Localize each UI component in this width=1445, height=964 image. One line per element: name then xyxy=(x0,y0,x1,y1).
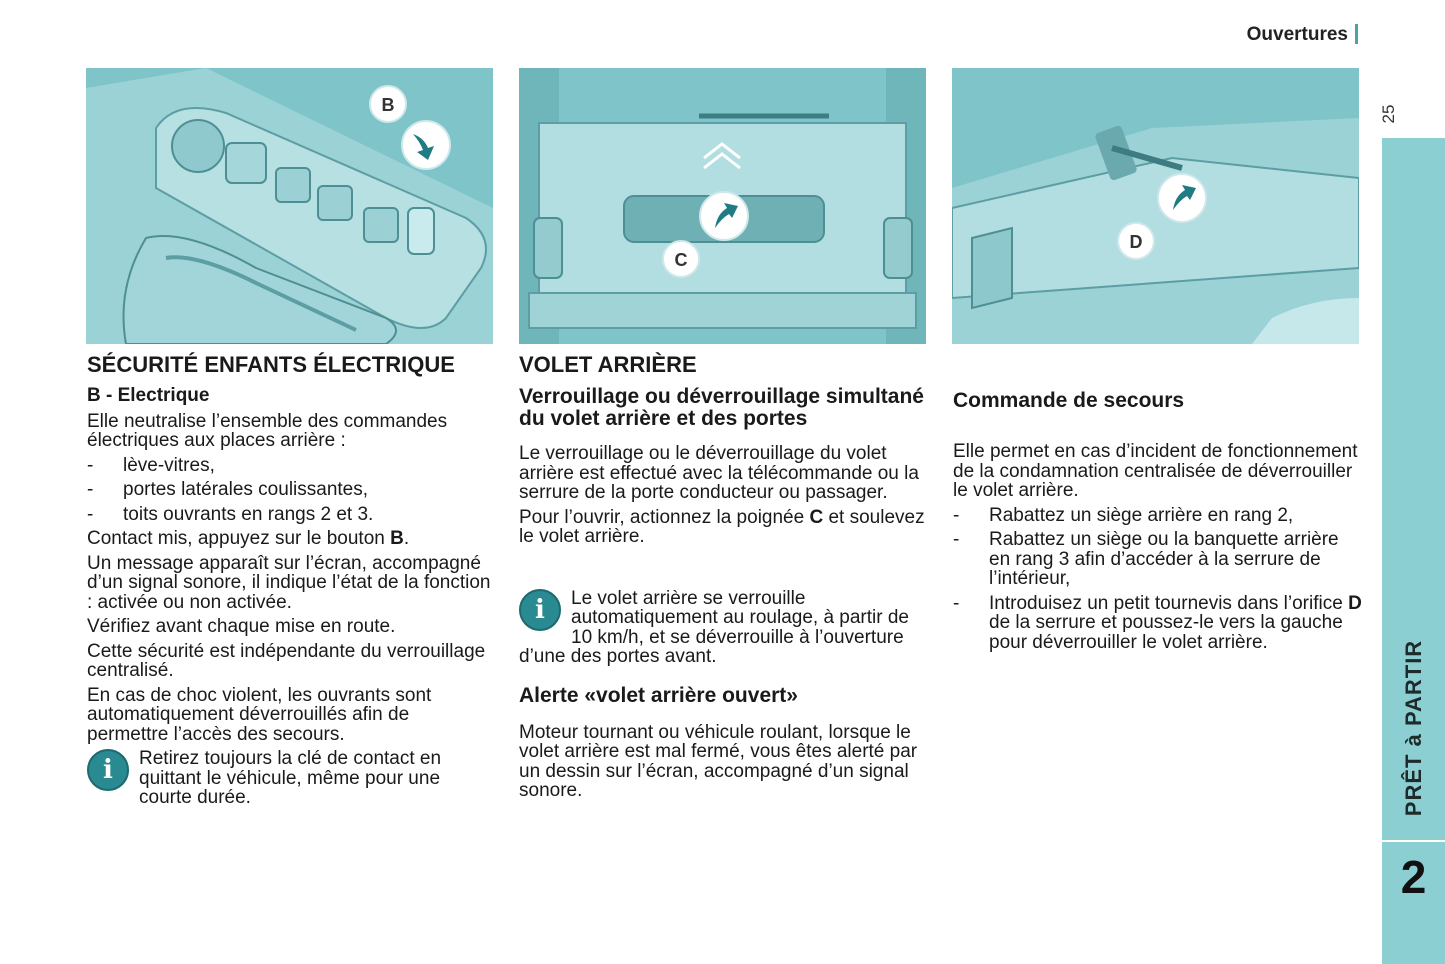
emergency-lock-illustration xyxy=(952,68,1359,344)
list-item: - lève-vitres, xyxy=(87,456,495,476)
info-note xyxy=(519,589,927,667)
column-child-safety xyxy=(87,352,495,808)
column-emergency xyxy=(953,390,1363,657)
list-item: - toits ouvrants en rangs 2 et 3. xyxy=(87,505,495,525)
tailgate-title: VOLET ARRIÈRE xyxy=(519,352,697,377)
verify-paragraph: Vérifiez avant chaque mise en route. xyxy=(87,616,396,637)
info-icon: i xyxy=(87,749,129,791)
chapter-tab-label: PRÊT à PARTIR xyxy=(1400,639,1426,816)
lock-paragraph: Le verrouillage ou le déverrouillage du volet arrière est effectué avec la télécommande ou la serrure de la porte conducteur ou passager. xyxy=(519,443,919,503)
header-rule xyxy=(1355,24,1358,44)
list-item: - Introduisez un petit tournevis dans l’orifice D de la serrure et poussez-le vers la gauche pour déverrouiller le volet arrière. xyxy=(953,594,1363,653)
open-paragraph: Pour l’ouvrir, actionnez la poignée C et soulevez le volet arrière. xyxy=(519,506,925,547)
list-item: - Rabattez un siège ou la banquette arrière en rang 3 afin d’accéder à la serrure de l’intérieur, xyxy=(953,530,1363,589)
list-item: - portes latérales coulissantes, xyxy=(87,480,495,500)
child-safety-title: SÉCURITÉ ENFANTS ÉLECTRIQUE xyxy=(87,352,455,377)
tailgate-illustration xyxy=(519,68,926,344)
contact-paragraph: Contact mis, appuyez sur le bouton B. xyxy=(87,528,410,549)
child-safety-subtitle: B - Electrique xyxy=(87,385,210,406)
info-text: Retirez toujours la clé de contact en quittant le véhicule, même pour une courte durée. xyxy=(139,748,442,808)
independent-paragraph: Cette sécurité est indépendante du verrouillage centralisé. xyxy=(87,640,486,681)
column-tailgate xyxy=(519,352,927,806)
info-note xyxy=(87,749,495,808)
emergency-intro: Elle permet en cas d’incident de fonctionnement de la condamnation centralisée de déverrouiller le volet arrière. xyxy=(953,441,1358,501)
message-paragraph: Un message apparaît sur l’écran, accompagné d’un signal sonore, il indique l’état de la fonction : activée ou non activée. xyxy=(87,552,491,613)
callout-c-label: C xyxy=(674,250,688,270)
info-text: Le volet arrière se verrouille automatiquement au roulage, à partir de 10 km/h, et se déverrouille à l’ouverture d’une des portes avant. xyxy=(519,587,909,667)
chapter-number: 2 xyxy=(1400,851,1427,903)
alert-paragraph: Moteur tournant ou véhicule roulant, lorsque le volet arrière est mal fermé, vous êtes alerté par un dessin sur l’écran, accompagné d’un signal sonore. xyxy=(519,721,918,801)
emergency-steps xyxy=(953,506,1363,653)
emergency-title: Commande de secours xyxy=(953,389,1185,412)
lock-heading: Verrouillage ou déverrouillage simultané du volet arrière et des portes xyxy=(519,385,924,430)
section-title: Ouvertures xyxy=(1246,24,1348,45)
page-number: 25 xyxy=(1379,104,1398,124)
rear-controls-list xyxy=(87,456,495,525)
door-switch-illustration xyxy=(86,68,493,344)
chapter-tab-label-box xyxy=(1382,630,1445,825)
chapter-tab-divider xyxy=(1382,840,1445,842)
shock-paragraph: En cas de choc violent, les ouvrants sont automatiquement déverrouillés afin de permettre l’accès des secours. xyxy=(87,684,432,745)
callout-d-label: D xyxy=(1129,232,1143,252)
child-safety-intro: Elle neutralise l’ensemble des commandes électriques aux places arrière : xyxy=(87,410,448,451)
info-icon: i xyxy=(519,589,561,631)
list-item: - Rabattez un siège arrière en rang 2, xyxy=(953,506,1363,526)
alert-heading: Alerte «volet arrière ouvert» xyxy=(519,683,798,707)
callout-b-label: B xyxy=(381,95,395,115)
